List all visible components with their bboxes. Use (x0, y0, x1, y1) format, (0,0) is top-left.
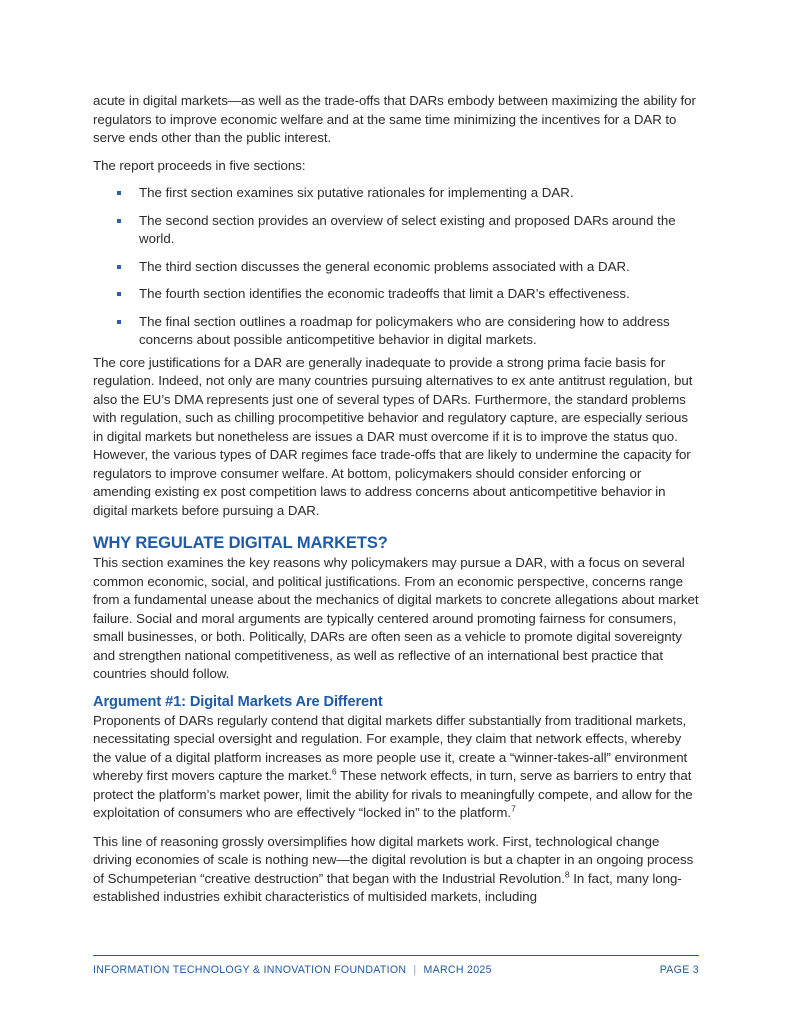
argument-text-part2: These network effects, in turn, serve as barriers to entry that protect the platform’s market power, limit the ability for rivals to meaningfully compete, and allow for the exploitation of consumers who are effectively “locked in” to the platform. (93, 768, 693, 820)
bullet-square-icon (117, 265, 121, 269)
sections-list (93, 184, 699, 350)
list-item-text: The third section discusses the general economic problems associated with a DAR. (139, 258, 630, 274)
footer-left (93, 964, 492, 976)
sections-intro: The report proceeds in five sections: (93, 157, 306, 173)
list-item (93, 258, 699, 277)
list-item (93, 313, 699, 350)
rebuttal-text-part1: This line of reasoning grossly oversimplifies how digital markets work. First, technological change driving economies of scale is nothing new—the digital revolution is but a chapter in an ongoing process of Schumpeterian “creative destruction” that began with the Industrial Revolution. (93, 833, 694, 886)
footer-divider (93, 955, 699, 956)
footnote-ref-6[interactable]: 6 (331, 766, 337, 777)
rebuttal-text-part2: In fact, many long-established industries exhibit characteristics of multisided markets, including (93, 870, 682, 904)
footer-separator: | (413, 964, 417, 976)
page-number: PAGE 3 (659, 964, 699, 976)
list-item-text: The second section provides an overview of select existing and proposed DARs around the world. (139, 212, 676, 246)
document-body (93, 92, 699, 907)
rebuttal-paragraph (93, 833, 699, 907)
footnote-ref-8[interactable]: 8 (564, 869, 570, 880)
footer-date: MARCH 2025 (423, 964, 492, 976)
argument-paragraph (93, 712, 699, 823)
list-item-text: The first section examines six putative rationales for implementing a DAR. (139, 185, 574, 200)
list-item (93, 285, 699, 304)
core-justifications-paragraph: The core justifications for a DAR are generally inadequate to provide a strong prima facie basis for regulation. Indeed, not only are many countries pursuing alternatives to ex ante antitrust regulation, but also the EU’s DMA represents just one of several types of DARs. Furthermore, the standard problems with regulation, such as chilling procompetitive behavior and regulatory capture, are especially serious in digital markets but nonetheless are issues a DAR must overcome if it is to improve the status quo. However, the various types of DAR regimes face trade-offs that are likely to undermine the capacity for regulators to improve consumer welfare. At bottom, policymakers should consider enforcing or amending existing ex post competition laws to address concerns about anticompetitive behavior in digital markets before pursuing a DAR. (93, 354, 693, 518)
bullet-square-icon (117, 219, 121, 223)
section-intro-paragraph: This section examines the key reasons why policymakers may pursue a DAR, with a focus on several common economic, social, and political justifications. From an economic perspective, concerns range from a fundamental unease about the mechanics of digital markets to concrete allegations about market failure. Social and moral arguments are typically centered around promoting fairness for consumers, small businesses, or both. Politically, DARs are often seen as a vehicle to promote digital sovereignty and strengthen national competitiveness, as well as reflective of an international best practice that countries should follow. (93, 555, 699, 681)
bullet-square-icon (117, 292, 121, 296)
bullet-square-icon (117, 191, 121, 195)
footnote-ref-7[interactable]: 7 (511, 803, 516, 814)
list-item (93, 212, 699, 249)
list-item-text: The fourth section identifies the economic tradeoffs that limit a DAR’s effectiveness. (139, 286, 630, 301)
list-item-text: The final section outlines a roadmap for policymakers who are considering how to address concerns about possible anticompetitive behavior in digital markets. (139, 313, 670, 347)
footer-org: INFORMATION TECHNOLOGY & INNOVATION FOUNDATION (93, 964, 407, 976)
list-item (93, 184, 699, 203)
subsection-heading: Argument #1: Digital Markets Are Different (93, 693, 383, 710)
argument-text-part1: Proponents of DARs regularly contend that digital markets differ substantially from traditional markets, necessitating special oversight and regulation. For example, they claim that network effects, whereby the value of a digital platform increases as more people use it, create a “winner-takes-all” environment whereby first movers capture the market. (93, 712, 688, 783)
bullet-square-icon (117, 320, 121, 324)
section-heading: WHY REGULATE DIGITAL MARKETS? (93, 534, 388, 552)
intro-paragraph: acute in digital markets—as well as the trade-offs that DARs embody between maximizing the ability for regulators to improve economic welfare and at the same time minimizing the incentives for a DAR to serve ends other than the public interest. (93, 93, 696, 145)
